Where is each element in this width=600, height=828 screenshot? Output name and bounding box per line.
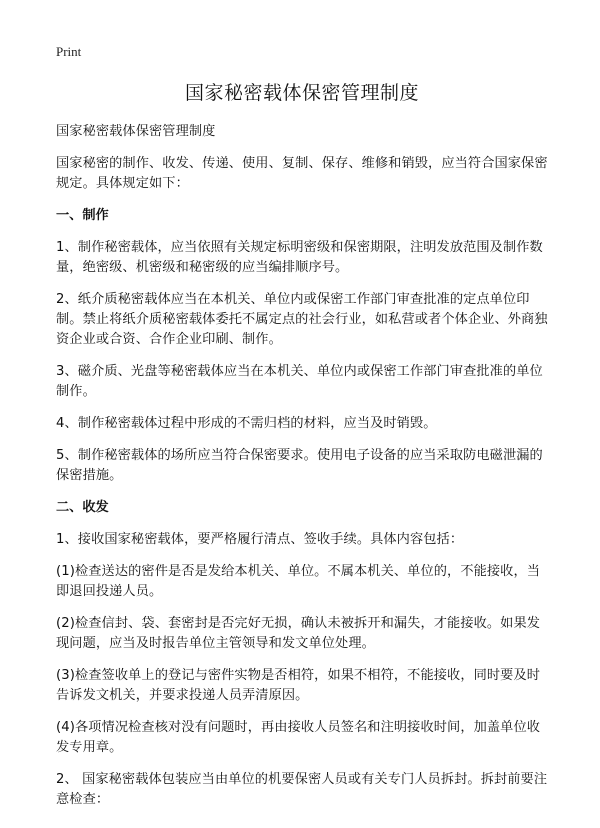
document-title: 国家秘密载体保密管理制度 <box>184 82 419 104</box>
section-heading-production: 一、制作 <box>56 208 109 223</box>
print-link[interactable]: Print <box>56 44 82 59</box>
receiving-item-2: 2、 国家秘密载体包装应当由单位的机要保密人员或有关专门人员拆封。拆封前要注意检查： <box>56 772 548 807</box>
intro-paragraph: 国家秘密的制作、收发、传递、使用、复制、保存、维修和销毁，应当符合国家保密规定。具体规定如下： <box>56 156 548 191</box>
receiving-subitem-2: (2)检查信封、袋、套密封是否完好无损，确认未被拆开和漏失，才能接收。如果发现问题，应当及时报告单位主管领导和发文单位处理。 <box>56 616 541 651</box>
doc-subtitle: 国家秘密载体保密管理制度 <box>56 124 216 139</box>
production-item-1: 1、制作秘密载体，应当依照有关规定标明密级和保密期限，注明发放范围及制作数量，绝密级、机密级和秘密级的应当编排顺序号。 <box>56 240 543 275</box>
receiving-item-1: 1、接收国家秘密载体，要严格履行清点、签收手续。具体内容包括： <box>56 532 464 547</box>
receiving-subitem-1: (1)检查送达的密件是否是发给本机关、单位。不属本机关、单位的，不能接收，当即退回投递人员。 <box>56 564 541 599</box>
production-item-2: 2、纸介质秘密载体应当在本机关、单位内或保密工作部门审查批准的定点单位印制。禁止将纸介质秘密载体委托不属定点的社会行业，如私营或者个体企业、外商独资企业或合资、合作企业印刷、制作。 <box>56 292 548 347</box>
section-heading-receiving: 二、收发 <box>56 500 109 515</box>
receiving-subitem-3: (3)检查签收单上的登记与密件实物是否相符，如果不相符，不能接收，同时要及时告诉发文机关，并要求投递人员弄清原因。 <box>56 668 541 703</box>
production-item-3: 3、磁介质、光盘等秘密载体应当在本机关、单位内或保密工作部门审查批准的单位制作。 <box>56 364 543 399</box>
production-item-5: 5、制作秘密载体的场所应当符合保密要求。使用电子设备的应当采取防电磁泄漏的保密措施。 <box>56 448 543 483</box>
receiving-subitem-4: (4)各项情况检查核对没有问题时，再由接收人员签名和注明接收时间，加盖单位收发专用章。 <box>56 720 541 755</box>
production-item-4: 4、制作秘密载体过程中形成的不需归档的材料，应当及时销毁。 <box>56 416 437 431</box>
